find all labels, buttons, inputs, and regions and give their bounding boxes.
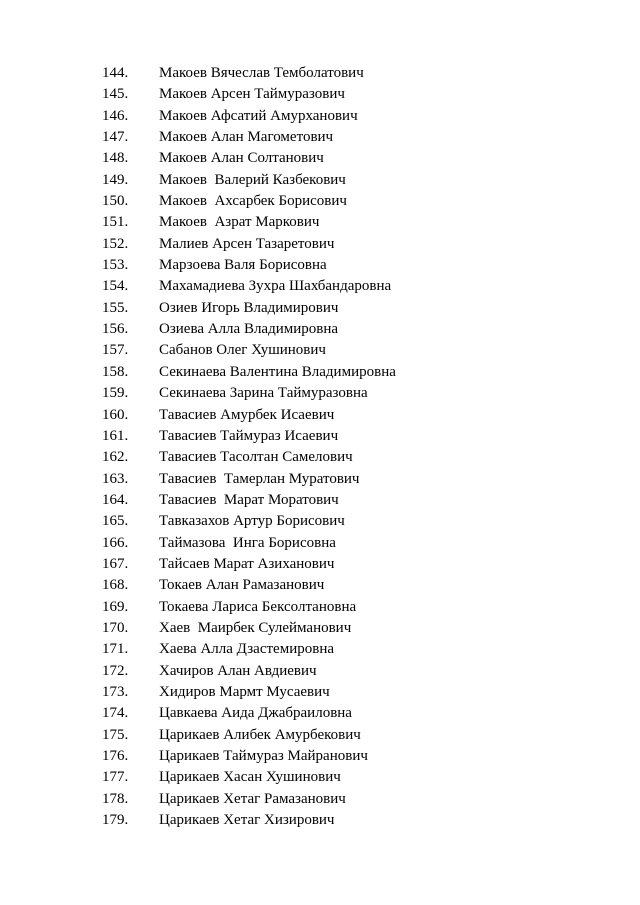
list-item-name: Секинаева Зарина Таймуразовна <box>159 385 368 402</box>
list-item <box>0 447 640 468</box>
list-item-name: Макоев Алан Магометович <box>159 129 334 146</box>
list-item <box>0 725 640 746</box>
list-item-number: 176. <box>102 748 129 764</box>
list-item-name: Царикаев Хасан Хушинович <box>159 769 341 786</box>
list-item-name: Царикаев Хетаг Рамазанович <box>159 790 346 807</box>
list-item-name: Секинаева Валентина Владимировна <box>159 363 396 380</box>
list-item-name: Сабанов Олег Хушинович <box>159 342 326 359</box>
list-item <box>0 533 640 554</box>
list-item <box>0 383 640 404</box>
list-item-number: 165. <box>102 513 129 530</box>
list-item-name: Макоев Валерий Казбекович <box>159 171 346 188</box>
list-item-number: 177. <box>102 769 129 786</box>
list-item-number: 148. <box>102 150 129 167</box>
list-item-number: 173. <box>102 683 129 700</box>
list-item <box>0 405 640 426</box>
list-item-number: 150. <box>102 193 129 210</box>
list-item-name: Макоев Вячеслав Темболатович <box>159 65 364 81</box>
list-item-number: 162. <box>102 449 129 466</box>
list-item-number: 170. <box>102 619 129 636</box>
list-item-name: Тавказахов Артур Борисович <box>159 513 345 530</box>
list-item-name: Тавасиев Марат Моратович <box>159 491 339 508</box>
list-item <box>0 618 640 639</box>
list-item-name: Макоев Азрат Маркович <box>159 214 320 231</box>
list-item <box>0 810 640 831</box>
list-item-number: 171. <box>102 641 129 658</box>
list-item-number: 163. <box>102 470 129 487</box>
list-item <box>0 511 640 532</box>
list-item-number: 172. <box>102 662 129 679</box>
list-item <box>0 426 640 447</box>
name-list <box>0 63 640 831</box>
list-item-number: 179. <box>102 812 129 829</box>
list-item <box>0 191 640 212</box>
list-item-name: Тавасиев Таймураз Исаевич <box>159 427 339 444</box>
list-item-number: 169. <box>102 598 129 615</box>
list-item <box>0 340 640 361</box>
list-item-name: Токаева Лариса Бексолтановна <box>159 598 357 615</box>
list-item-name: Макоев Афсатий Амурханович <box>159 107 358 124</box>
list-item-number: 146. <box>102 107 129 124</box>
list-item <box>0 170 640 191</box>
list-item-number: 161. <box>102 427 129 444</box>
list-item <box>0 212 640 233</box>
list-item-name: Марзоева Валя Борисовна <box>159 257 327 274</box>
list-item <box>0 276 640 297</box>
list-item <box>0 639 640 660</box>
list-item-name: Хачиров Алан Авдиевич <box>159 662 317 679</box>
list-item-name: Цавкаева Аида Джабраиловна <box>159 705 352 722</box>
list-item-number: 174. <box>102 705 129 722</box>
list-item <box>0 767 640 788</box>
list-item-number: 157. <box>102 342 129 359</box>
list-item-name: Токаев Алан Рамазанович <box>159 577 325 594</box>
list-item-number: 155. <box>102 299 129 316</box>
list-item-name: Хаева Алла Дзастемировна <box>159 641 334 658</box>
list-item-number: 154. <box>102 278 129 295</box>
list-item-number: 149. <box>102 171 129 188</box>
list-item-name: Макоев Алан Солтанович <box>159 150 324 167</box>
list-item-name: Махамадиева Зухра Шахбандаровна <box>159 278 392 295</box>
list-item-name: Макоев Арсен Таймуразович <box>159 86 345 103</box>
list-item-number: 144. <box>102 65 129 81</box>
list-item <box>0 362 640 383</box>
list-item <box>0 554 640 575</box>
list-item <box>0 84 640 105</box>
list-item-name: Царикаев Таймураз Майранович <box>159 748 368 764</box>
list-item <box>0 746 640 767</box>
list-item <box>0 789 640 810</box>
list-item-number: 159. <box>102 385 129 402</box>
list-item <box>0 575 640 596</box>
list-item-number: 147. <box>102 129 129 146</box>
list-item-name: Озиева Алла Владимировна <box>159 321 339 338</box>
list-item <box>0 661 640 682</box>
list-item <box>0 597 640 618</box>
list-item-name: Тавасиев Тамерлан Муратович <box>159 470 360 487</box>
list-item-number: 160. <box>102 406 129 423</box>
list-item <box>0 106 640 127</box>
list-item-name: Царикаев Алибек Амурбекович <box>159 726 361 743</box>
list-item <box>0 127 640 148</box>
list-item-name: Царикаев Хетаг Хизирович <box>159 812 335 829</box>
list-item-name: Тайсаев Марат Азиханович <box>159 555 335 572</box>
list-item-number: 166. <box>102 534 129 551</box>
list-item-name: Тавасиев Тасолтан Самелович <box>159 449 353 466</box>
list-item <box>0 703 640 724</box>
list-item <box>0 255 640 276</box>
list-item-number: 167. <box>102 555 129 572</box>
list-item-name: Хаев Маирбек Сулейманович <box>159 619 352 636</box>
list-item-number: 156. <box>102 321 129 338</box>
list-item-name: Таймазова Инга Борисовна <box>159 534 336 551</box>
list-item <box>0 490 640 511</box>
list-item <box>0 469 640 490</box>
list-item-number: 153. <box>102 257 129 274</box>
list-item-name: Тавасиев Амурбек Исаевич <box>159 406 335 423</box>
list-item-name: Хидиров Мармт Мусаевич <box>159 683 330 700</box>
list-item-number: 175. <box>102 726 129 743</box>
list-item <box>0 682 640 703</box>
list-item-number: 151. <box>102 214 129 231</box>
list-item <box>0 63 640 84</box>
list-item-number: 152. <box>102 235 129 252</box>
list-item <box>0 234 640 255</box>
list-item-number: 168. <box>102 577 129 594</box>
list-item-number: 164. <box>102 491 129 508</box>
list-item <box>0 148 640 169</box>
list-item-number: 178. <box>102 790 129 807</box>
list-item-name: Озиев Игорь Владимирович <box>159 299 339 316</box>
list-item-number: 145. <box>102 86 129 103</box>
list-item-name: Малиев Арсен Тазаретович <box>159 235 335 252</box>
list-item-name: Макоев Ахсарбек Борисович <box>159 193 347 210</box>
list-item <box>0 298 640 319</box>
list-item <box>0 319 640 340</box>
list-item-number: 158. <box>102 363 129 380</box>
